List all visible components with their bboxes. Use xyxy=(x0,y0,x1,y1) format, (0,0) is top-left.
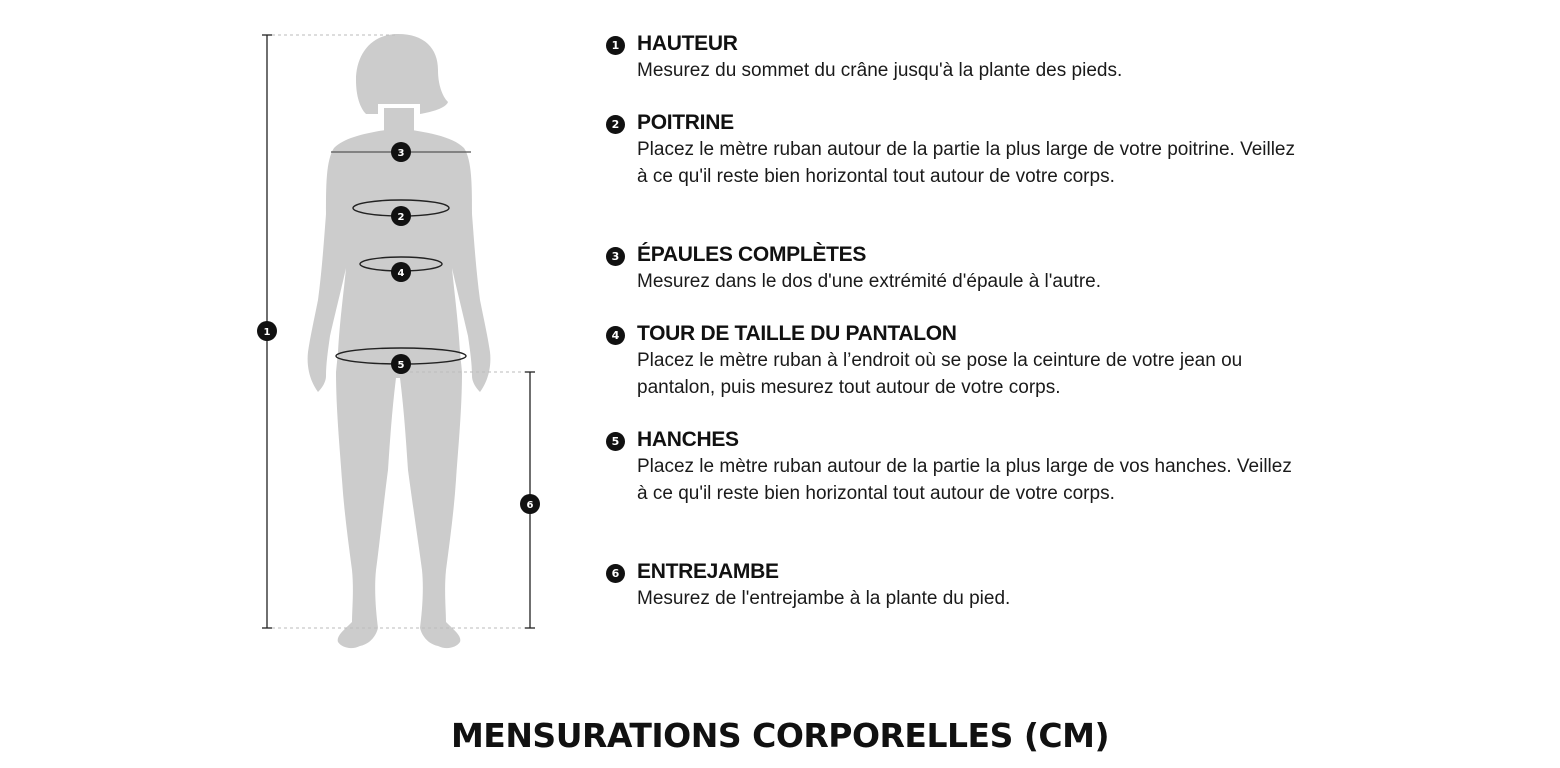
item-number: 1 xyxy=(606,36,625,55)
item-title: TOUR DE TAILLE DU PANTALON xyxy=(637,322,957,345)
marker-6 xyxy=(520,494,540,514)
item-title: ENTREJAMBE xyxy=(637,560,779,583)
marker-1 xyxy=(257,321,277,341)
item-title: HANCHES xyxy=(637,428,739,451)
item-title: POITRINE xyxy=(637,111,734,134)
item-number: 2 xyxy=(606,115,625,134)
marker-1-label: 1 xyxy=(263,327,271,338)
marker-2-label: 2 xyxy=(397,212,405,223)
marker-2 xyxy=(391,206,411,226)
measurement-item-chest xyxy=(606,109,1326,190)
item-title: HAUTEUR xyxy=(637,32,738,55)
marker-6-label: 6 xyxy=(526,500,534,511)
item-description: Placez le mètre ruban à l’endroit où se pose la ceinture de votre jean ou pantalon, puis mesurez tout autour de votre corps. xyxy=(637,350,1243,398)
item-description: Placez le mètre ruban autour de la partie la plus large de votre poitrine. Veillez à ce qu'il reste bien horizontal tout autour de votre corps. xyxy=(637,139,1295,187)
measurement-item-height xyxy=(606,30,1326,85)
body-figure xyxy=(0,0,600,700)
item-description: Mesurez de l'entrejambe à la plante du pied. xyxy=(637,588,1011,609)
item-description: Mesurez du sommet du crâne jusqu'à la plante des pieds. xyxy=(637,60,1123,81)
item-description: Placez le mètre ruban autour de la partie la plus large de vos hanches. Veillez à ce qu'il reste bien horizontal tout autour de votre corps. xyxy=(637,456,1292,504)
body-diagram xyxy=(0,0,600,700)
item-number: 3 xyxy=(606,247,625,266)
female-body-silhouette-icon xyxy=(308,34,491,648)
marker-3 xyxy=(391,142,411,162)
marker-4 xyxy=(391,262,411,282)
marker-5-label: 5 xyxy=(397,360,405,371)
item-number: 6 xyxy=(606,564,625,583)
measurement-item-shoulders xyxy=(606,241,1326,296)
item-description: Mesurez dans le dos d'une extrémité d'épaule à l'autre. xyxy=(637,271,1101,292)
marker-4-label: 4 xyxy=(397,268,405,279)
item-number: 4 xyxy=(606,326,625,345)
marker-3-label: 3 xyxy=(397,148,405,159)
page-title: MENSURATIONS CORPORELLES (CM) xyxy=(450,716,1110,755)
measurement-item-inseam xyxy=(606,558,1326,613)
item-title: ÉPAULES COMPLÈTES xyxy=(637,243,867,266)
item-number: 5 xyxy=(606,432,625,451)
measurement-item-waist xyxy=(606,320,1326,401)
marker-5 xyxy=(391,354,411,374)
measurement-item-hips xyxy=(606,426,1326,507)
